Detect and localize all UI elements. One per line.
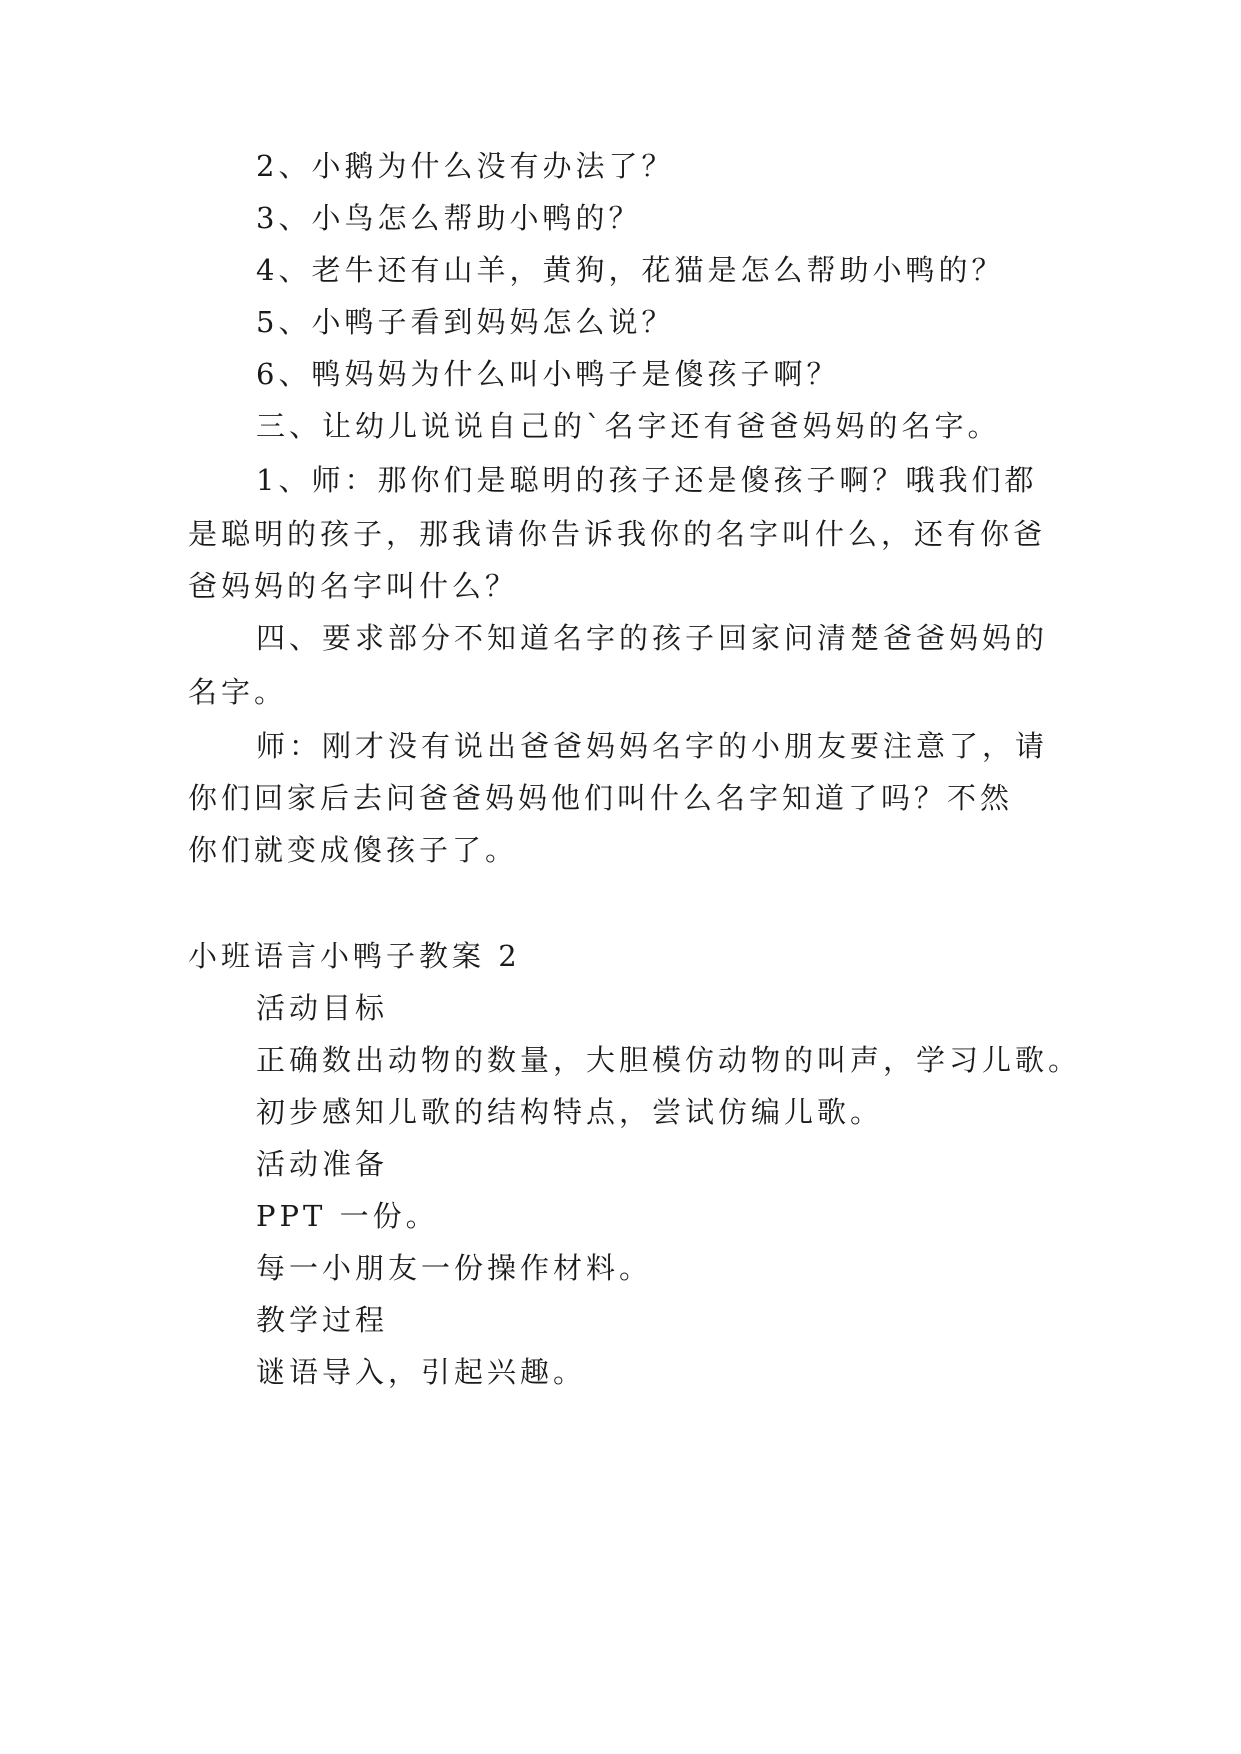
- step3-heading: 三、让幼儿说说自己的`名字还有爸爸妈妈的名字。: [256, 409, 1001, 443]
- step4-paragraph-line-2: 你们回家后去问爸爸妈妈他们叫什么名字知道了吗？不然: [188, 781, 1014, 815]
- step4-paragraph-line-3: 你们就变成傻孩子了。: [188, 833, 519, 867]
- step3-paragraph-line-3: 爸妈妈的名字叫什么？: [188, 569, 519, 603]
- activity-goal-2: 初步感知儿歌的结构特点，尝试仿编儿歌。: [256, 1095, 884, 1129]
- question-6: 6、鸭妈妈为什么叫小鸭子是傻孩子啊？: [256, 357, 840, 391]
- step3-paragraph-line-2: 是聪明的孩子，那我请你告诉我你的名字叫什么，还有你爸: [188, 517, 1047, 551]
- step4-heading-line-1: 四、要求部分不知道名字的孩子回家问清楚爸爸妈妈的: [256, 621, 1049, 655]
- step4-paragraph-line-1: 师：刚才没有说出爸爸妈妈名字的小朋友要注意了，请: [256, 729, 1049, 763]
- activity-prep-2: 每一小朋友一份操作材料。: [256, 1251, 653, 1285]
- activity-goal-heading: 活动目标: [256, 991, 389, 1025]
- teaching-process-heading: 教学过程: [256, 1303, 389, 1337]
- activity-prep-1: PPT 一份。: [256, 1199, 439, 1233]
- question-4: 4、老牛还有山羊，黄狗，花猫是怎么帮助小鸭的？: [256, 253, 1005, 287]
- activity-goal-1: 正确数出动物的数量，大胆模仿动物的叫声，学习儿歌。: [256, 1043, 1082, 1077]
- question-2: 2、小鹅为什么没有办法了？: [256, 149, 675, 183]
- question-3: 3、小鸟怎么帮助小鸭的？: [256, 201, 642, 235]
- step3-paragraph-line-1: 1、师：那你们是聪明的孩子还是傻孩子啊？哦我们都: [256, 463, 1038, 497]
- step4-heading-line-2: 名字。: [188, 675, 288, 709]
- question-5: 5、小鸭子看到妈妈怎么说？: [256, 305, 675, 339]
- activity-prep-heading: 活动准备: [256, 1147, 389, 1181]
- section2-title: 小班语言小鸭子教案 2: [188, 939, 521, 973]
- teaching-process-1: 谜语导入，引起兴趣。: [256, 1355, 587, 1389]
